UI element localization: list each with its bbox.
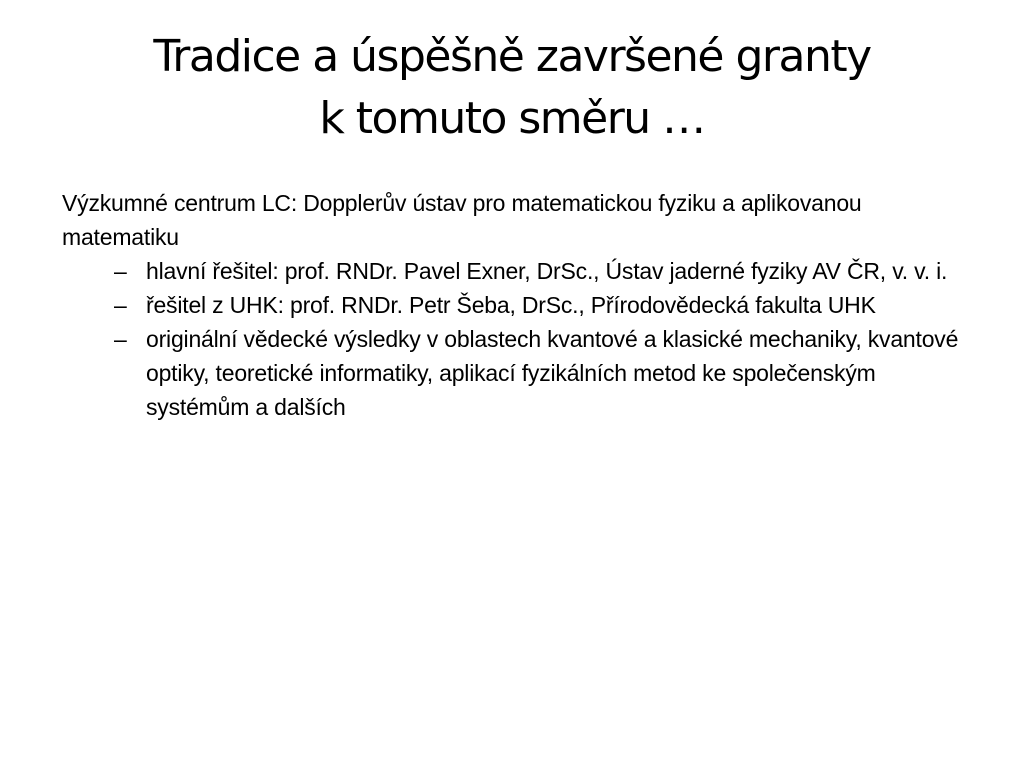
bullet-dash: – (114, 326, 127, 352)
title-line-2: k tomuto směru … (319, 93, 705, 144)
bullet-list (62, 254, 962, 424)
lead-paragraph: Výzkumné centrum LC: Dopplerův ústav pro matematickou fyziku a aplikovanou matematiku (62, 190, 862, 250)
slide-body (62, 186, 962, 424)
title-line-1: Tradice a úspěšně završené granty (153, 31, 871, 82)
bullet-dash: – (114, 292, 127, 318)
bullet-dash: – (114, 258, 127, 284)
bullet-item (62, 322, 962, 424)
bullet-text: řešitel z UHK: prof. RNDr. Petr Šeba, DrSc., Přírodovědecká fakulta UHK (146, 292, 876, 318)
bullet-item (62, 288, 962, 322)
bullet-item (62, 254, 962, 288)
bullet-text: originální vědecké výsledky v oblastech kvantové a klasické mechaniky, kvantové optiky, teoretické informatiky, aplikací fyzikálních metod ke společenským systémům a dalších (146, 326, 959, 420)
bullet-text: hlavní řešitel: prof. RNDr. Pavel Exner, DrSc., Ústav jaderné fyziky AV ČR, v. v. i. (146, 258, 948, 284)
slide-title (40, 26, 984, 150)
